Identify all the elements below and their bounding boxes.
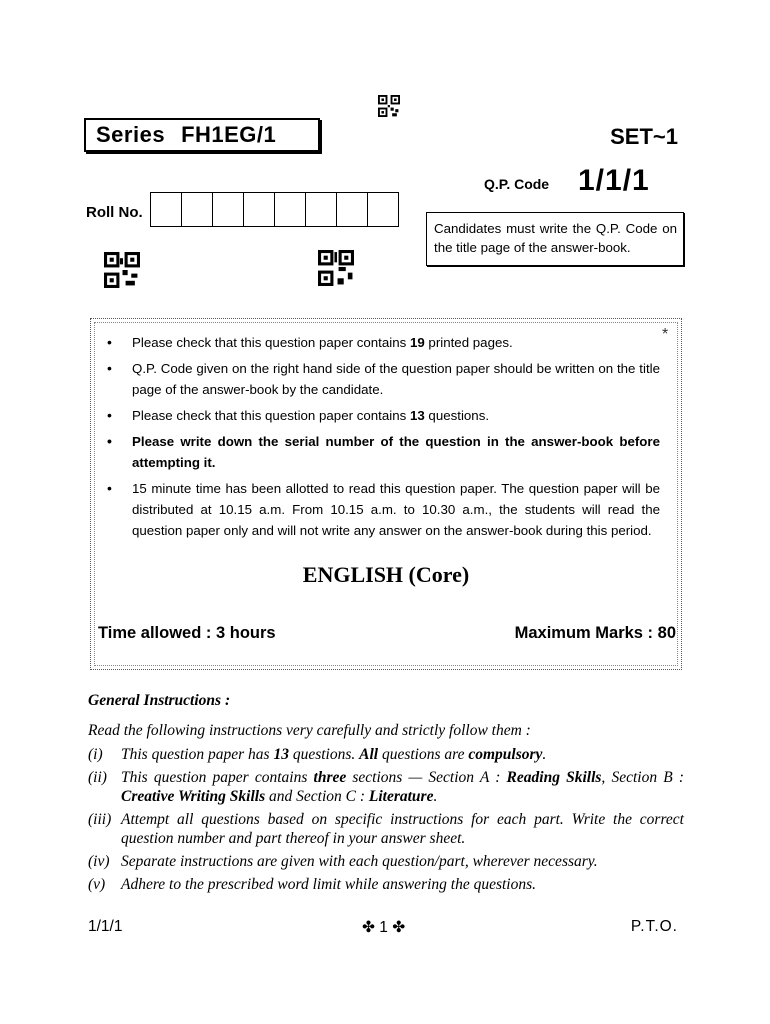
instruction-item xyxy=(88,768,684,806)
general-instructions-list xyxy=(88,745,684,898)
series-box xyxy=(84,118,320,152)
note-item: • 15 minute time has been allotted to read this question paper. The question paper will be distributed at 10.15 a.m. From 10.15 a.m. to 10.30 a.m., the students will read the question paper only and will not write any answer on the answer-book during this period. xyxy=(104,478,660,541)
series-label: Series xyxy=(96,122,166,147)
instruction-text: Separate instructions are given with each question/part, wherever necessary. xyxy=(121,853,598,870)
instruction-number: (v) xyxy=(88,876,106,893)
instruction-number: (ii) xyxy=(88,769,107,786)
instruction-number: (iv) xyxy=(88,853,110,870)
roll-number-boxes xyxy=(150,192,399,227)
roll-number-box[interactable] xyxy=(151,193,181,226)
subject-title: ENGLISH (Core) xyxy=(302,562,470,587)
candidate-note: Candidates must write the Q.P. Code on the title page of the answer-book. xyxy=(426,212,684,266)
qp-code-label: Q.P. Code xyxy=(484,176,550,192)
maximum-marks: Maximum Marks : 80 xyxy=(514,624,676,642)
roll-number-box[interactable] xyxy=(305,193,336,226)
instruction-text: This question paper has 13 questions. All questions are compulsory. xyxy=(121,746,547,763)
qr-code-icon-middle xyxy=(318,250,354,286)
instruction-number: (iii) xyxy=(88,811,112,828)
set-number: SET~1 xyxy=(610,124,678,149)
asterisk-marker: * xyxy=(662,326,669,343)
instruction-text: This question paper contains three sections — Section A : Reading Skills, Section B : Creative Writing Skills and Section C : Literature. xyxy=(121,769,684,805)
roll-number-box[interactable] xyxy=(274,193,305,226)
instruction-text: Attempt all questions based on specific instructions for each part. Write the correct question number and part thereof in your answer sheet. xyxy=(121,811,684,847)
instruction-item xyxy=(88,852,684,871)
instruction-item xyxy=(88,745,684,764)
instruction-item xyxy=(88,875,684,894)
qr-code-icon-top xyxy=(378,95,400,117)
instruction-item xyxy=(88,810,684,848)
series-code: FH1EG/1 xyxy=(181,122,277,147)
roll-number-box[interactable] xyxy=(181,193,212,226)
general-instructions-lead: Read the following instructions very carefully and strictly follow them : xyxy=(88,722,531,739)
instruction-number: (i) xyxy=(88,746,103,763)
instruction-text: Adhere to the prescribed word limit while answering the questions. xyxy=(121,876,537,893)
note-item: • Please check that this question paper contains 13 questions. xyxy=(104,405,660,426)
note-item: • Q.P. Code given on the right hand side of the question paper should be written on the title page of the answer-book by the candidate. xyxy=(104,358,660,400)
pto-label: P.T.O. xyxy=(630,918,678,935)
note-item: • Please write down the serial number of the question in the answer-book before attempting it. xyxy=(104,431,660,473)
time-allowed: Time allowed : 3 hours xyxy=(98,624,276,642)
roll-number-box[interactable] xyxy=(336,193,367,226)
roll-number-box[interactable] xyxy=(243,193,274,226)
roll-number-box[interactable] xyxy=(212,193,243,226)
general-instructions-title: General Instructions : xyxy=(88,692,231,709)
qr-code-icon-left xyxy=(104,252,140,288)
notes-list xyxy=(104,332,660,546)
roll-number-label: Roll No. xyxy=(86,204,143,221)
footer-qp-code: 1/1/1 xyxy=(88,918,123,935)
roll-number-box[interactable] xyxy=(367,193,398,226)
qp-code-value: 1/1/1 xyxy=(578,164,650,197)
page-number: ✤ 1 ✤ xyxy=(362,919,406,936)
note-item: • Please check that this question paper contains 19 printed pages. xyxy=(104,332,660,353)
